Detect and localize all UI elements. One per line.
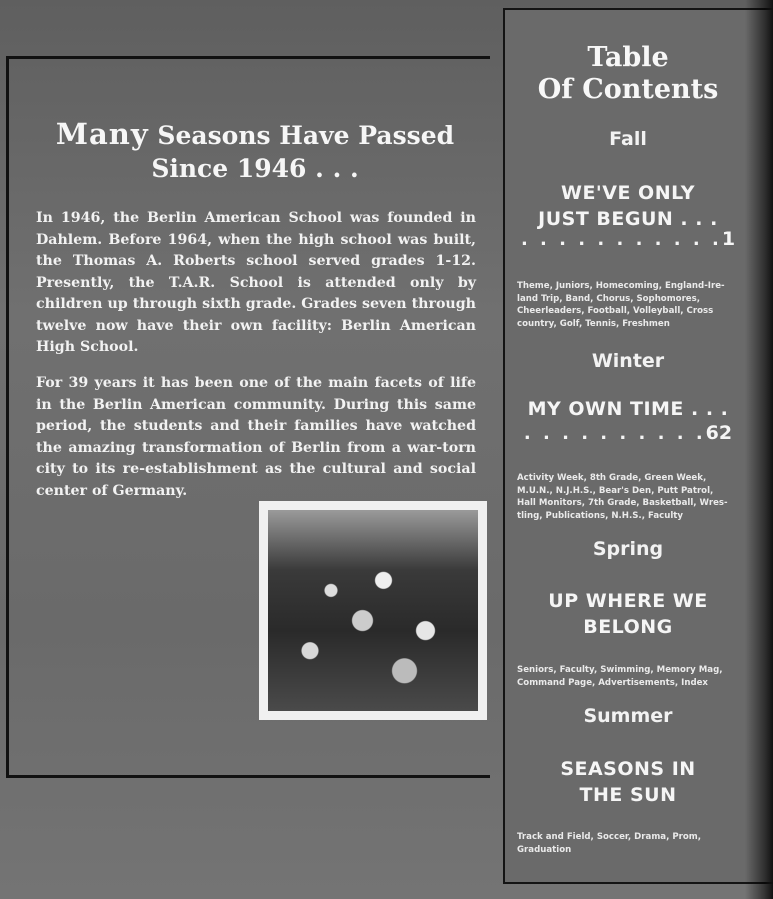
headline-word-many: Many [55, 117, 149, 151]
contents-spring-line: Seniors, Faculty, Swimming, Memory Mag, [517, 665, 723, 675]
crowd-photo [268, 510, 478, 711]
section-title-fall-line1: WE'VE ONLY [560, 182, 695, 204]
photo-frame [259, 501, 487, 720]
section-title-summer [503, 756, 753, 808]
section-title-spring [503, 588, 753, 640]
contents-summer-line: Graduation [517, 844, 572, 855]
article-headline [30, 118, 480, 185]
season-spring: Spring [592, 538, 664, 560]
contents-fall-line: country, Golf, Tennis, Freshmen [517, 318, 670, 329]
contents-fall [517, 280, 767, 330]
article-paragraph-2: For 39 years it has been one of the main facets of life in the Berlin American community. During this same period, the students and their families have watched the amazing transformation of Berlin from a war-torn city to its re-establishment as the cultural and social center of Germany. [36, 375, 476, 499]
page-number-winter: 62 [705, 422, 733, 444]
headline-line2: Since 1946 . . . [151, 154, 359, 183]
contents-winter-line: Hall Monitors, 7th Grade, Basketball, Wres- [517, 498, 728, 509]
page-ref-winter [503, 422, 753, 444]
headline-line1-rest: Seasons Have Passed [148, 121, 455, 150]
section-title-spring-line1: UP WHERE WE [548, 590, 708, 612]
contents-winter [517, 472, 767, 522]
contents-fall-line: land Trip, Band, Chorus, Sophomores, [517, 293, 701, 304]
toc-title-line1: Table [587, 42, 669, 73]
contents-fall-line: Theme, Juniors, Homecoming, England-Ire- [517, 281, 725, 291]
contents-fall-line: Cheerleaders, Football, Volleyball, Cross [517, 306, 714, 317]
section-title-fall [503, 180, 753, 232]
page-ref-fall [503, 228, 753, 250]
season-winter: Winter [591, 350, 665, 372]
contents-winter-line: M.U.N., N.J.H.S., Bear's Den, Putt Patrol, [517, 485, 714, 496]
contents-summer-line: Track and Field, Soccer, Drama, Prom, [517, 832, 701, 842]
toc-title-line2: Of Contents [537, 74, 719, 105]
contents-winter-line: Activity Week, 8th Grade, Green Week, [517, 473, 707, 483]
section-title-summer-line2: THE SUN [579, 784, 677, 806]
contents-summer [517, 831, 767, 856]
dots-winter: . . . . . . . . . . [523, 423, 706, 444]
section-title-fall-line2: JUST BEGUN . . . [538, 208, 718, 230]
contents-winter-line: tling, Publications, N.H.S., Faculty [517, 510, 683, 521]
article-paragraph-1: In 1946, the Berlin American School was founded in Dahlem. Before 1964, when the high school was built, the Thomas A. Roberts school served grades 1-12. Presently, the T.A.R. School is attended only by children up through sixth grade. Grades seven through twelve now have their own facility: Berlin American High School. [36, 210, 476, 355]
section-title-summer-line1: SEASONS IN [560, 758, 696, 780]
contents-spring [517, 664, 767, 689]
section-title-winter: MY OWN TIME . . . [527, 398, 729, 420]
page-number-fall: 1 [721, 228, 736, 250]
season-fall: Fall [609, 128, 647, 150]
dots-fall: . . . . . . . . . . . [520, 229, 722, 250]
page-gutter-shadow [745, 0, 773, 899]
contents-spring-line: Command Page, Advertisements, Index [517, 677, 708, 688]
season-summer: Summer [583, 705, 673, 727]
section-title-spring-line2: BELONG [583, 616, 673, 638]
toc-title [503, 42, 753, 106]
